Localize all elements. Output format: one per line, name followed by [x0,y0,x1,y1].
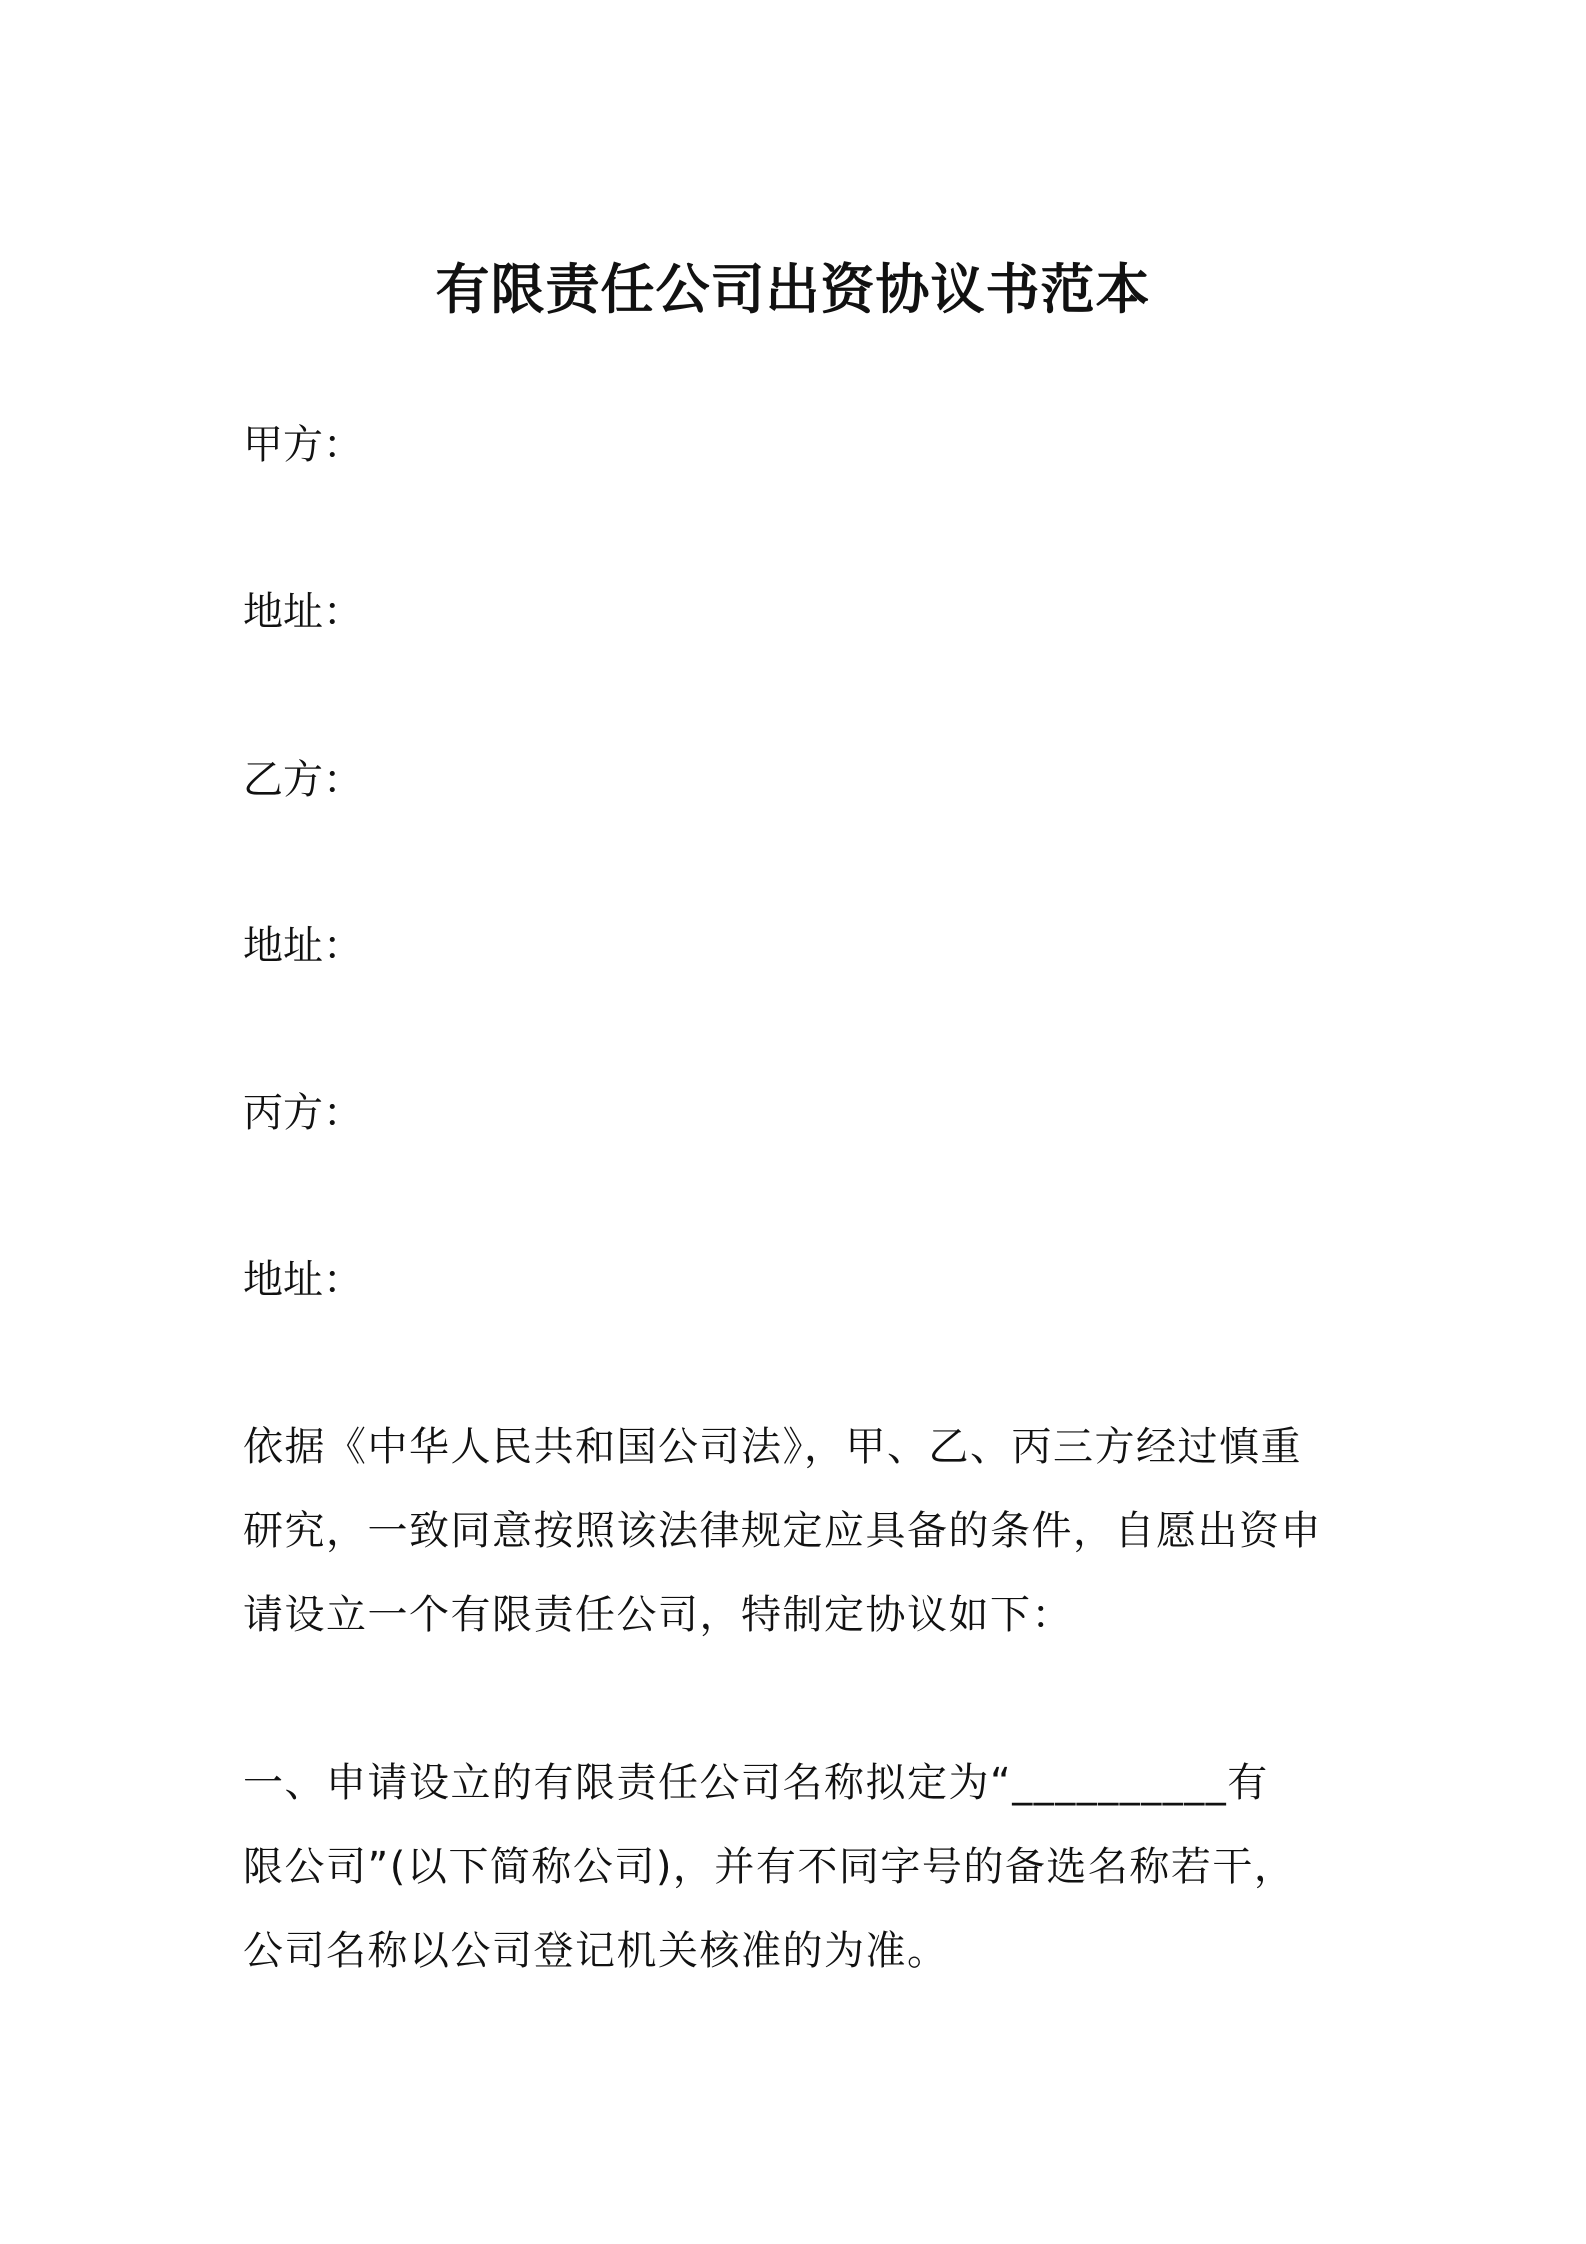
clause-line: 公司名称以公司登记机关核准的为准。 [243,1928,949,1974]
party-a-address-label: 地址： [243,589,363,635]
clause-line: 一、申请设立的有限责任公司名称拟定为“__________有 [243,1760,1269,1806]
party-c-label: 丙方： [243,1090,363,1136]
party-c-address-label: 地址： [243,1257,363,1303]
preamble-line: 请设立一个有限责任公司，特制定协议如下： [243,1592,1073,1638]
document-title: 有限责任公司出资协议书范本 [435,258,1151,321]
preamble-line: 研究，一致同意按照该法律规定应具备的条件，自愿出资申 [243,1508,1322,1554]
clause-1-paragraph [243,1741,1353,1993]
preamble-paragraph [243,1405,1353,1657]
party-b-label: 乙方： [243,757,363,803]
clause-line: 限公司”(以下简称公司)，并有不同字号的备选名称若干， [243,1844,1296,1890]
preamble-line: 依据《中华人民共和国公司法》，甲、乙、丙三方经过慎重 [243,1424,1302,1470]
party-a-label: 甲方： [243,422,363,468]
party-b-address-label: 地址： [243,923,363,969]
